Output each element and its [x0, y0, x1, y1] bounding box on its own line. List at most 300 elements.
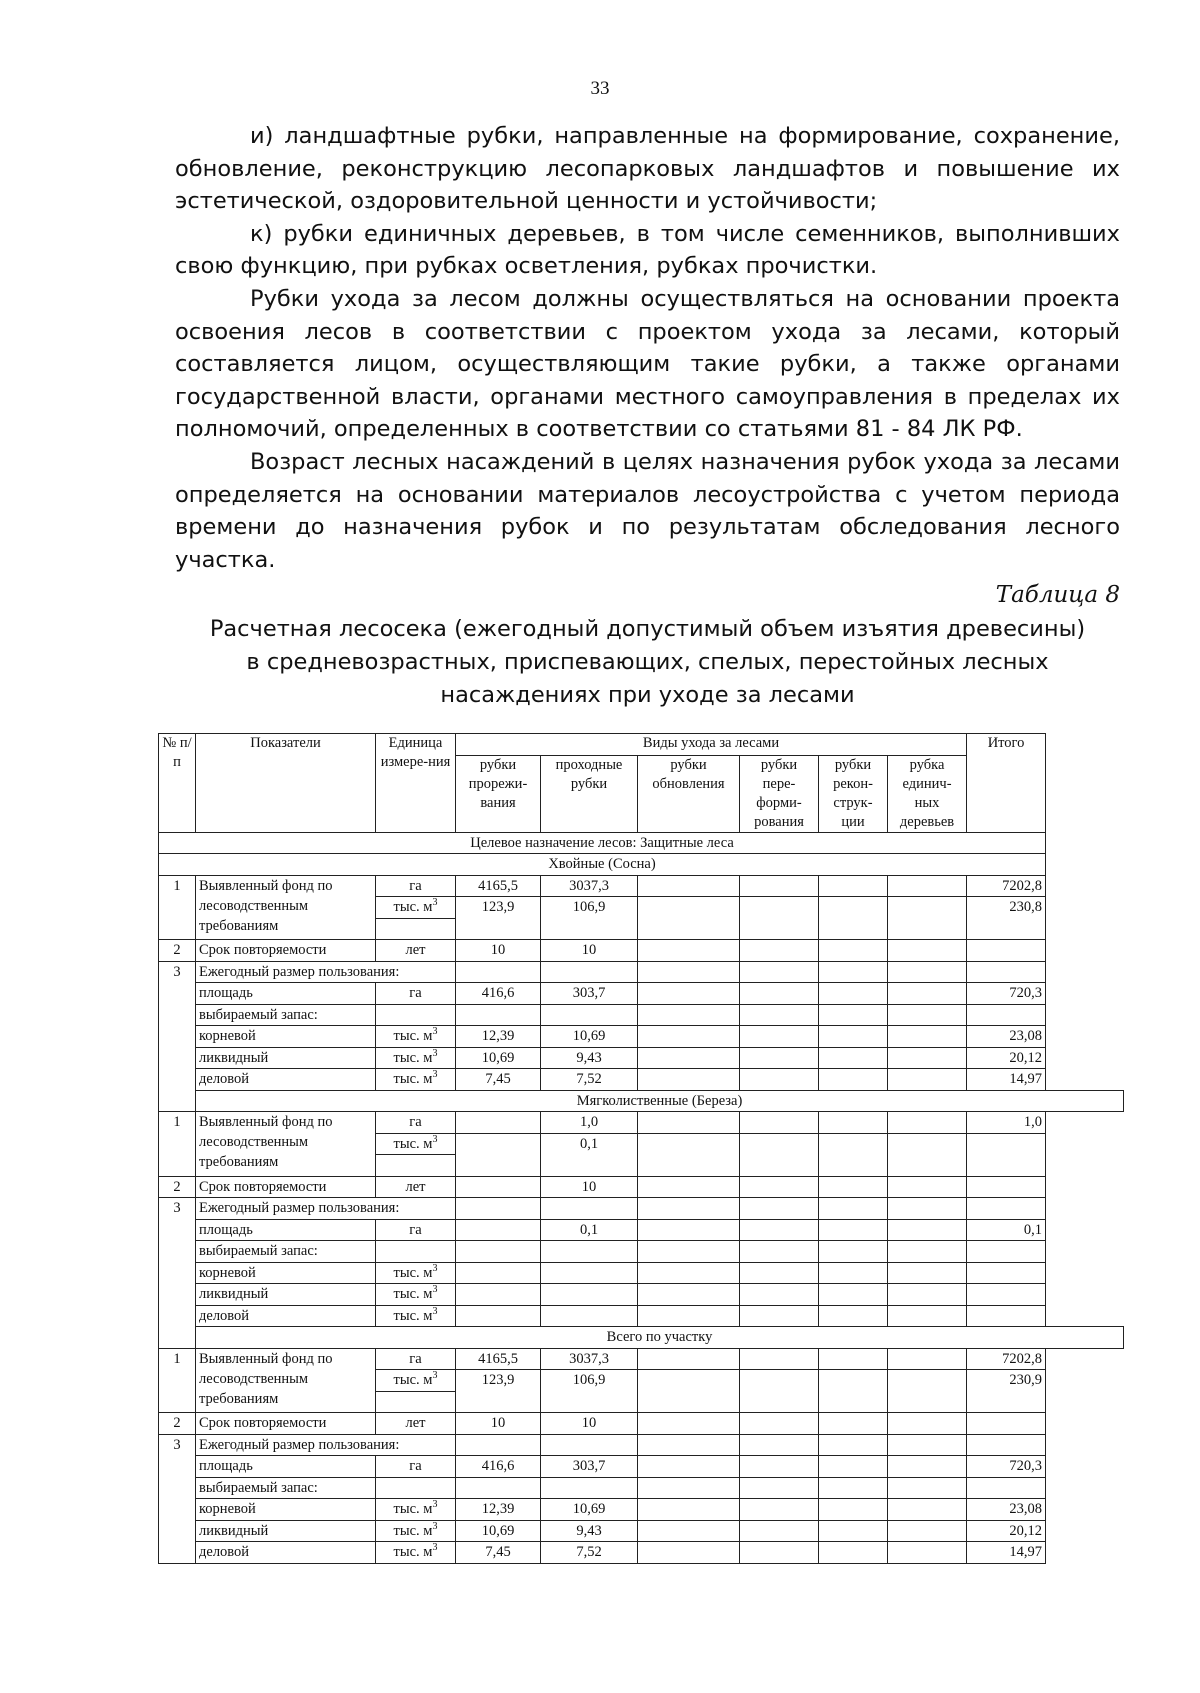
- empty-cell: [967, 961, 1046, 983]
- empty-cell: [888, 983, 967, 1005]
- unit-exponent: 3: [432, 1284, 438, 1296]
- empty-cell: [740, 897, 819, 940]
- header-type: рубки пере-форми-рования: [740, 755, 819, 832]
- value-cell: [456, 1219, 541, 1241]
- unit-text: тыс. м: [393, 1501, 433, 1517]
- table-row: [159, 1219, 1124, 1241]
- row-label: Выявленный фонд по лесоводственным требованиям: [196, 875, 376, 940]
- unit-cell: [376, 1305, 456, 1327]
- total-cell: 720,3: [967, 1456, 1046, 1478]
- empty-cell: [740, 1112, 819, 1134]
- unit-text: тыс. м: [393, 1071, 433, 1087]
- empty-cell: [888, 1477, 967, 1499]
- empty-cell: [638, 1284, 740, 1306]
- row-label: выбираемый запас:: [196, 1477, 376, 1499]
- empty-cell: [888, 1348, 967, 1370]
- empty-cell: [638, 1004, 740, 1026]
- value-cell: 10,69: [541, 1499, 638, 1521]
- value-cell: 303,7: [541, 1456, 638, 1478]
- table-row: [159, 1284, 1124, 1306]
- table-row: [159, 1026, 1124, 1048]
- unit-cell: га: [376, 1348, 456, 1370]
- table-row: [159, 961, 1124, 983]
- empty-cell: [967, 1477, 1046, 1499]
- empty-cell: [740, 1004, 819, 1026]
- empty-cell: [456, 1477, 541, 1499]
- empty-cell: [376, 918, 456, 940]
- unit-cell: [376, 1499, 456, 1521]
- unit-exponent: 3: [432, 1520, 438, 1532]
- unit-exponent: 3: [432, 1370, 438, 1382]
- empty-cell: [638, 1370, 740, 1413]
- empty-cell: [638, 875, 740, 897]
- row-label: Ежегодный размер пользования:: [196, 961, 456, 983]
- unit-text: тыс. м: [393, 1135, 433, 1152]
- table-title-line: в средневозрастных, приспевающих, спелых, перестойных лесных: [246, 649, 1049, 675]
- empty-cell: [888, 1542, 967, 1564]
- empty-cell: [819, 1176, 888, 1198]
- value-cell: [456, 1284, 541, 1306]
- unit-text: тыс. м: [393, 1286, 433, 1302]
- table-row: [159, 1542, 1124, 1564]
- empty-cell: [819, 897, 888, 940]
- row-label: корневой: [196, 1262, 376, 1284]
- empty-cell: [740, 1198, 819, 1220]
- unit-cell: [376, 1047, 456, 1069]
- row-label: корневой: [196, 1499, 376, 1521]
- paragraph: Рубки ухода за лесом должны осуществляться на основании проекта освоения лесов в соответствии с проектом ухода за лесами, который составляется лицом, осуществляющим такие рубки, а также органами государственной власти, органами местного самоуправления в пределах их полномочий, определенных в соответствии со статьями 81 - 84 ЛК РФ.: [175, 285, 1120, 443]
- total-cell: [967, 1133, 1046, 1176]
- empty-cell: [888, 1112, 967, 1134]
- empty-cell: [819, 1413, 888, 1435]
- empty-cell: [376, 1241, 456, 1263]
- empty-cell: [888, 1499, 967, 1521]
- empty-cell: [456, 1004, 541, 1026]
- empty-cell: [888, 875, 967, 897]
- empty-cell: [638, 1305, 740, 1327]
- unit-exponent: 3: [432, 1047, 438, 1059]
- empty-cell: [819, 1004, 888, 1026]
- empty-cell: [888, 1004, 967, 1026]
- section-row: [159, 854, 1124, 876]
- unit-cell: лет: [376, 1413, 456, 1435]
- unit-cell: [376, 1026, 456, 1048]
- empty-cell: [888, 1413, 967, 1435]
- empty-cell: [638, 1198, 740, 1220]
- row-label: деловой: [196, 1305, 376, 1327]
- value-cell: 10: [456, 940, 541, 962]
- empty-cell: [541, 1198, 638, 1220]
- table-row: [159, 1069, 1124, 1091]
- unit-exponent: 3: [432, 1305, 438, 1317]
- value-cell: 123,9: [456, 1370, 541, 1413]
- table-row: [159, 1241, 1124, 1263]
- empty-cell: [819, 1520, 888, 1542]
- empty-cell: [740, 1520, 819, 1542]
- table-row: [159, 1499, 1124, 1521]
- empty-cell: [740, 1499, 819, 1521]
- empty-cell: [740, 1542, 819, 1564]
- total-cell: 0,1: [967, 1219, 1046, 1241]
- empty-cell: [638, 1520, 740, 1542]
- section-row: [159, 1327, 1124, 1349]
- table-row: [159, 1434, 1124, 1456]
- unit-exponent: 3: [432, 1262, 438, 1274]
- paragraph: и) ландшафтные рубки, направленные на формирование, сохранение, обновление, реконструкцию лесопарковых ландшафтов и повышение их эстетической, оздоровительной ценности и устойчивости;: [175, 123, 1120, 215]
- value-cell: 0,1: [541, 1133, 638, 1176]
- header-type: рубки обновления: [638, 755, 740, 832]
- empty-cell: [376, 1004, 456, 1026]
- empty-cell: [819, 1026, 888, 1048]
- unit-exponent: 3: [432, 897, 438, 909]
- total-cell: 20,12: [967, 1047, 1046, 1069]
- empty-cell: [819, 961, 888, 983]
- value-cell: 10,69: [541, 1026, 638, 1048]
- empty-cell: [740, 983, 819, 1005]
- empty-cell: [819, 1133, 888, 1176]
- empty-cell: [888, 1305, 967, 1327]
- empty-cell: [740, 1434, 819, 1456]
- table-row: [159, 875, 1124, 897]
- section-title: Мягколиственные (Береза): [196, 1090, 1124, 1112]
- empty-cell: [888, 1370, 967, 1413]
- empty-cell: [541, 1004, 638, 1026]
- empty-cell: [888, 1434, 967, 1456]
- value-cell: 4165,5: [456, 1348, 541, 1370]
- table-title-line: насаждениях при уходе за лесами: [440, 682, 855, 708]
- empty-cell: [819, 983, 888, 1005]
- empty-cell: [888, 1026, 967, 1048]
- row-label: деловой: [196, 1542, 376, 1564]
- empty-cell: [456, 1198, 541, 1220]
- row-label: деловой: [196, 1069, 376, 1091]
- row-number: 2: [159, 940, 196, 962]
- empty-cell: [740, 1047, 819, 1069]
- empty-cell: [819, 1305, 888, 1327]
- empty-cell: [740, 1477, 819, 1499]
- page-number: 33: [590, 78, 610, 99]
- row-number: 3: [159, 1198, 196, 1349]
- empty-cell: [638, 1262, 740, 1284]
- header-total: Итого: [967, 734, 1046, 833]
- empty-cell: [819, 1047, 888, 1069]
- empty-cell: [967, 1434, 1046, 1456]
- empty-cell: [638, 1047, 740, 1069]
- total-cell: [967, 1284, 1046, 1306]
- row-label: выбираемый запас:: [196, 1004, 376, 1026]
- unit-exponent: 3: [432, 1499, 438, 1511]
- unit-exponent: 3: [432, 1542, 438, 1554]
- empty-cell: [740, 940, 819, 962]
- total-cell: [967, 1305, 1046, 1327]
- total-cell: [967, 1262, 1046, 1284]
- value-cell: 0,1: [541, 1219, 638, 1241]
- unit-cell: [376, 1069, 456, 1091]
- empty-cell: [638, 1026, 740, 1048]
- section-title: Хвойные (Сосна): [159, 854, 1046, 876]
- empty-cell: [541, 961, 638, 983]
- unit-cell: лет: [376, 1176, 456, 1198]
- table-row: [159, 1112, 1124, 1134]
- row-label: Срок повторяемости: [196, 940, 376, 962]
- empty-cell: [740, 1176, 819, 1198]
- value-cell: 10: [456, 1413, 541, 1435]
- value-cell: [456, 1262, 541, 1284]
- value-cell: [541, 1262, 638, 1284]
- row-label: Выявленный фонд по лесоводственным требованиям: [196, 1348, 376, 1413]
- value-cell: 10,69: [456, 1047, 541, 1069]
- empty-cell: [740, 1219, 819, 1241]
- value-cell: 7,45: [456, 1069, 541, 1091]
- empty-cell: [819, 1198, 888, 1220]
- value-cell: [541, 1284, 638, 1306]
- section-title: Всего по участку: [196, 1327, 1124, 1349]
- row-label: ликвидный: [196, 1284, 376, 1306]
- value-cell: 9,43: [541, 1520, 638, 1542]
- unit-cell: [376, 897, 456, 919]
- empty-cell: [740, 961, 819, 983]
- empty-cell: [638, 1176, 740, 1198]
- empty-cell: [888, 1456, 967, 1478]
- row-number: 1: [159, 1112, 196, 1177]
- empty-cell: [740, 1305, 819, 1327]
- total-cell: 230,9: [967, 1370, 1046, 1413]
- empty-cell: [541, 1477, 638, 1499]
- empty-cell: [456, 1241, 541, 1263]
- empty-cell: [638, 1456, 740, 1478]
- empty-cell: [888, 1198, 967, 1220]
- row-label: Срок повторяемости: [196, 1413, 376, 1435]
- empty-cell: [967, 1176, 1046, 1198]
- empty-cell: [638, 1413, 740, 1435]
- empty-cell: [638, 940, 740, 962]
- value-cell: 10: [541, 940, 638, 962]
- empty-cell: [638, 1348, 740, 1370]
- empty-cell: [888, 1069, 967, 1091]
- table-title-line: Расчетная лесосека (ежегодный допустимый объем изъятия древесины): [209, 616, 1086, 642]
- header-type: рубки прорежи-вания: [456, 755, 541, 832]
- row-label: ликвидный: [196, 1520, 376, 1542]
- value-cell: 7,45: [456, 1542, 541, 1564]
- total-cell: 14,97: [967, 1069, 1046, 1091]
- value-cell: 10,69: [456, 1520, 541, 1542]
- empty-cell: [740, 1133, 819, 1176]
- empty-cell: [376, 1391, 456, 1413]
- empty-cell: [967, 1004, 1046, 1026]
- value-cell: 4165,5: [456, 875, 541, 897]
- empty-cell: [888, 1047, 967, 1069]
- purpose-row: Целевое назначение лесов: Защитные леса: [159, 832, 1046, 854]
- empty-cell: [638, 1241, 740, 1263]
- row-label: площадь: [196, 1219, 376, 1241]
- row-label: Срок повторяемости: [196, 1176, 376, 1198]
- empty-cell: [888, 1284, 967, 1306]
- body-text: [175, 120, 1120, 576]
- empty-cell: [819, 1456, 888, 1478]
- table-row: [159, 1262, 1124, 1284]
- header-type: рубки рекон-струк-ции: [819, 755, 888, 832]
- empty-cell: [888, 1176, 967, 1198]
- value-cell: 3037,3: [541, 875, 638, 897]
- total-cell: 7202,8: [967, 875, 1046, 897]
- empty-cell: [819, 1542, 888, 1564]
- empty-cell: [638, 897, 740, 940]
- empty-cell: [967, 1241, 1046, 1263]
- paragraph: к) рубки единичных деревьев, в том числе семенников, выполнивших свою функцию, при рубках осветления, рубках прочистки.: [175, 220, 1120, 280]
- table-row: [159, 1477, 1124, 1499]
- unit-cell: [376, 1370, 456, 1392]
- empty-cell: [819, 1262, 888, 1284]
- unit-cell: га: [376, 1219, 456, 1241]
- empty-cell: [740, 1348, 819, 1370]
- unit-cell: лет: [376, 940, 456, 962]
- total-cell: 23,08: [967, 1026, 1046, 1048]
- header-unit: Единица измере-ния: [376, 734, 456, 833]
- empty-cell: [888, 961, 967, 983]
- value-cell: 1,0: [541, 1112, 638, 1134]
- empty-cell: [967, 940, 1046, 962]
- row-number: 2: [159, 1176, 196, 1198]
- empty-cell: [819, 1284, 888, 1306]
- row-number: 3: [159, 1434, 196, 1563]
- empty-cell: [819, 1219, 888, 1241]
- unit-text: тыс. м: [393, 1264, 433, 1281]
- unit-text: тыс. м: [393, 1028, 433, 1044]
- empty-cell: [819, 1112, 888, 1134]
- empty-cell: [819, 1241, 888, 1263]
- value-cell: 10: [541, 1176, 638, 1198]
- unit-cell: [376, 1284, 456, 1306]
- value-cell: 10: [541, 1413, 638, 1435]
- section-row: [159, 1090, 1124, 1112]
- row-label: Ежегодный размер пользования:: [196, 1198, 456, 1220]
- unit-text: тыс. м: [393, 1522, 433, 1539]
- empty-cell: [740, 875, 819, 897]
- row-number: 3: [159, 961, 196, 1112]
- empty-cell: [967, 1198, 1046, 1220]
- empty-cell: [638, 1112, 740, 1134]
- total-cell: 23,08: [967, 1499, 1046, 1521]
- empty-cell: [888, 897, 967, 940]
- empty-cell: [819, 1348, 888, 1370]
- unit-cell: [376, 1520, 456, 1542]
- total-cell: 7202,8: [967, 1348, 1046, 1370]
- table-row: [159, 1198, 1124, 1220]
- empty-cell: [888, 1133, 967, 1176]
- empty-cell: [888, 940, 967, 962]
- unit-text: тыс. м: [393, 1049, 433, 1066]
- table-row: [159, 1413, 1124, 1435]
- table-row: [159, 1176, 1124, 1198]
- empty-cell: [456, 961, 541, 983]
- empty-cell: [819, 1499, 888, 1521]
- table-row: [159, 1004, 1124, 1026]
- row-label: корневой: [196, 1026, 376, 1048]
- empty-cell: [638, 1477, 740, 1499]
- unit-cell: [376, 1133, 456, 1155]
- empty-cell: [967, 1413, 1046, 1435]
- empty-cell: [638, 1133, 740, 1176]
- empty-cell: [740, 1284, 819, 1306]
- row-label: выбираемый запас:: [196, 1241, 376, 1263]
- unit-exponent: 3: [432, 1026, 438, 1038]
- value-cell: 416,6: [456, 983, 541, 1005]
- unit-text: тыс. м: [393, 1307, 433, 1324]
- table-row: [159, 1520, 1124, 1542]
- unit-text: тыс. м: [393, 1372, 433, 1388]
- value-cell: 12,39: [456, 1026, 541, 1048]
- empty-cell: [888, 1241, 967, 1263]
- row-number: 1: [159, 1348, 196, 1413]
- value-cell: 123,9: [456, 897, 541, 940]
- value-cell: [456, 1305, 541, 1327]
- unit-cell: [376, 1262, 456, 1284]
- empty-cell: [819, 875, 888, 897]
- table-caption: Таблица 8: [995, 582, 1120, 608]
- table-row: [159, 983, 1124, 1005]
- empty-cell: [888, 1520, 967, 1542]
- row-label: Ежегодный размер пользования:: [196, 1434, 456, 1456]
- paragraph: Возраст лесных насаждений в целях назначения рубок ухода за лесами определяется на основании материалов лесоустройства с учетом периода времени до назначения рубок и по результатам обследования лесного участка.: [175, 448, 1120, 573]
- unit-cell: га: [376, 1456, 456, 1478]
- table-row: [159, 940, 1124, 962]
- row-label: площадь: [196, 983, 376, 1005]
- table-row: [159, 1047, 1124, 1069]
- total-cell: 1,0: [967, 1112, 1046, 1134]
- value-cell: 106,9: [541, 1370, 638, 1413]
- unit-text: тыс. м: [393, 899, 433, 915]
- total-cell: 230,8: [967, 897, 1046, 940]
- empty-cell: [541, 1241, 638, 1263]
- empty-cell: [819, 1434, 888, 1456]
- empty-cell: [638, 1219, 740, 1241]
- value-cell: 3037,3: [541, 1348, 638, 1370]
- empty-cell: [819, 1477, 888, 1499]
- empty-cell: [456, 1434, 541, 1456]
- row-label: площадь: [196, 1456, 376, 1478]
- empty-cell: [638, 1542, 740, 1564]
- table-row: [159, 1305, 1124, 1327]
- value-cell: 12,39: [456, 1499, 541, 1521]
- empty-cell: [638, 1069, 740, 1091]
- unit-cell: га: [376, 983, 456, 1005]
- total-cell: 14,97: [967, 1542, 1046, 1564]
- header-num: № п/п: [159, 734, 196, 833]
- empty-cell: [740, 1241, 819, 1263]
- empty-cell: [376, 1477, 456, 1499]
- empty-cell: [376, 1155, 456, 1177]
- header-indicator: Показатели: [196, 734, 376, 833]
- empty-cell: [740, 1456, 819, 1478]
- unit-text: тыс. м: [393, 1544, 433, 1560]
- total-cell: 20,12: [967, 1520, 1046, 1542]
- value-cell: 7,52: [541, 1542, 638, 1564]
- row-number: 2: [159, 1413, 196, 1435]
- total-cell: 720,3: [967, 983, 1046, 1005]
- row-number: 1: [159, 875, 196, 940]
- unit-cell: [376, 1542, 456, 1564]
- empty-cell: [740, 1262, 819, 1284]
- empty-cell: [541, 1434, 638, 1456]
- empty-cell: [740, 1026, 819, 1048]
- empty-cell: [819, 1069, 888, 1091]
- value-cell: [456, 1133, 541, 1176]
- table-row: [159, 1456, 1124, 1478]
- value-cell: [456, 1112, 541, 1134]
- header-type: проходные рубки: [541, 755, 638, 832]
- header-type: рубка единич-ных деревьев: [888, 755, 967, 832]
- value-cell: 303,7: [541, 983, 638, 1005]
